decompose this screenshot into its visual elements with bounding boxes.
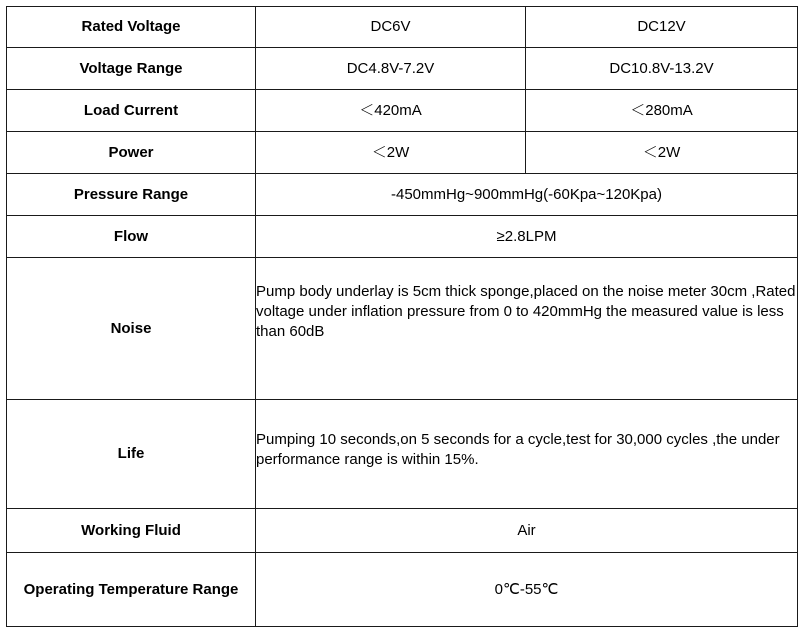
row-label: Pressure Range [7,174,256,216]
row-label: Noise [7,258,256,400]
row-label: Voltage Range [7,48,256,90]
row-label: Load Current [7,90,256,132]
cell-dc12v: ＜2W [526,132,798,174]
cell-value: Pump body underlay is 5cm thick sponge,placed on the noise meter 30cm ,Rated voltage under inflation pressure from 0 to 420mmHg the measured value is less than 60dB [256,258,798,400]
cell-value: Pumping 10 seconds,on 5 seconds for a cycle,test for 30,000 cycles ,the under performance range is within 15%. [256,400,798,509]
row-power [7,132,798,174]
row-label: Working Fluid [7,509,256,553]
row-working-fluid [7,509,798,553]
row-label: Rated Voltage [7,7,256,48]
cell-dc6v: ＜420mA [256,90,526,132]
spec-table [6,6,798,627]
row-noise [7,258,798,400]
cell-dc12v: DC12V [526,7,798,48]
cell-value: ≥2.8LPM [256,216,798,258]
row-label: Power [7,132,256,174]
cell-dc12v: DC10.8V-13.2V [526,48,798,90]
cell-dc12v: ＜280mA [526,90,798,132]
cell-value: Air [256,509,798,553]
row-label: Flow [7,216,256,258]
row-operating-temperature-range [7,553,798,627]
row-pressure-range [7,174,798,216]
cell-value: 0℃-55℃ [256,553,798,627]
cell-value: -450mmHg~900mmHg(-60Kpa~120Kpa) [256,174,798,216]
cell-dc6v: ＜2W [256,132,526,174]
row-label: Life [7,400,256,509]
cell-dc6v: DC4.8V-7.2V [256,48,526,90]
cell-dc6v: DC6V [256,7,526,48]
row-rated-voltage [7,7,798,48]
row-life [7,400,798,509]
row-flow [7,216,798,258]
row-label: Operating Temperature Range [7,553,256,627]
row-load-current [7,90,798,132]
row-voltage-range [7,48,798,90]
